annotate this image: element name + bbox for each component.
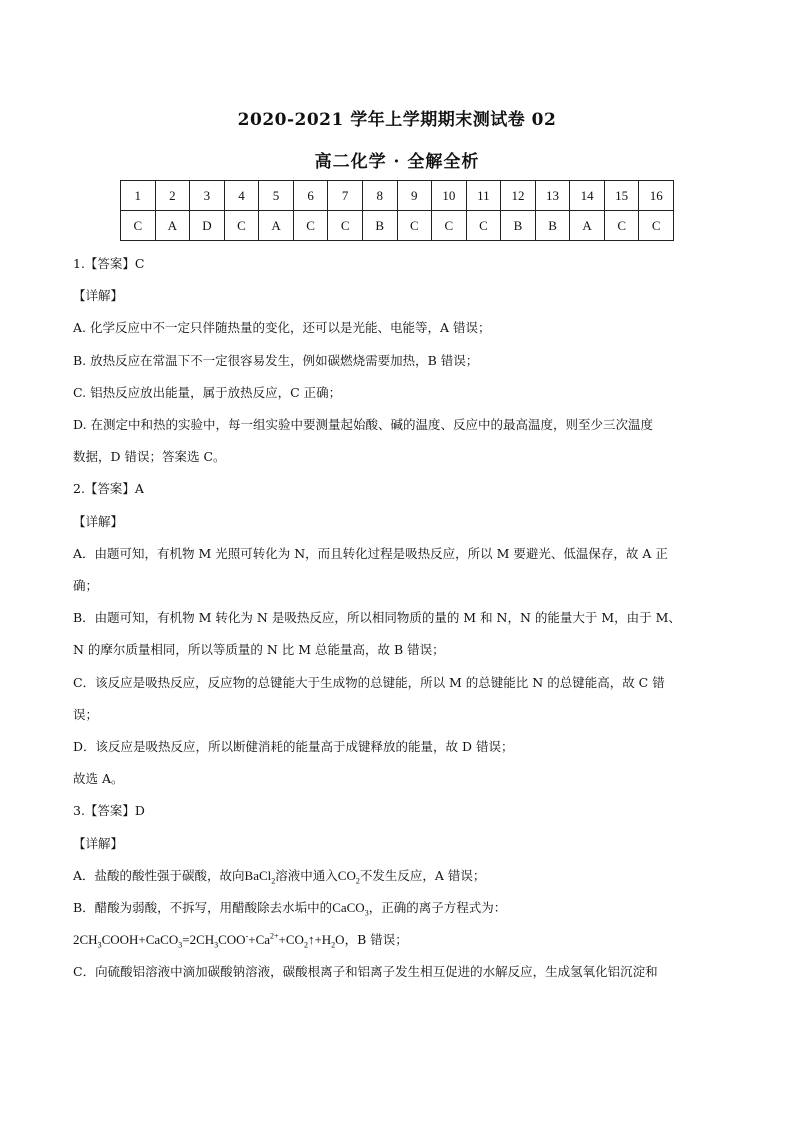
q2-option-c-line2: 误； bbox=[73, 706, 99, 722]
question-number-cell: 8 bbox=[362, 181, 397, 211]
q3-detail-heading: 【详解】 bbox=[73, 835, 124, 851]
answer-cell: D bbox=[190, 211, 225, 241]
question-number-cell: 12 bbox=[501, 181, 536, 211]
q2-option-b-line2: N 的摩尔质量相同，所以等质量的 N 比 M 总能量高，故 B 错误； bbox=[73, 642, 445, 658]
question-number-cell: 13 bbox=[535, 181, 570, 211]
q3-ionic-equation: $2CH_3COOH+CaCO_3=2CH_3COO^-+Ca^{2+}+CO_2↑+H_2O$，B 错误； bbox=[73, 931, 408, 950]
question-number-cell: 11 bbox=[466, 181, 501, 211]
question-number-cell: 15 bbox=[604, 181, 639, 211]
question-number-cell: 1 bbox=[121, 181, 156, 211]
q1-option-a: A. 化学反应中不一定只伴随热量的变化，还可以是光能、电能等，A 错误； bbox=[73, 320, 491, 336]
answer-cell: C bbox=[121, 211, 156, 241]
answer-cell: C bbox=[328, 211, 363, 241]
question-number-cell: 2 bbox=[155, 181, 190, 211]
q2-option-d: D．该反应是吸热反应，所以断健消耗的能量高于成键释放的能量，故 D 错误； bbox=[73, 739, 514, 755]
question-number-cell: 4 bbox=[224, 181, 259, 211]
question-number-cell: 16 bbox=[639, 181, 674, 211]
answer-cell: C bbox=[224, 211, 259, 241]
q3-answer: 3.【答案】D bbox=[73, 803, 145, 819]
page-subtitle: 高二化学 · 全解全析 bbox=[314, 152, 480, 172]
question-number-cell: 6 bbox=[293, 181, 328, 211]
answer-cell: B bbox=[501, 211, 536, 241]
q2-conclusion: 故选 A。 bbox=[73, 771, 124, 787]
answer-cell: A bbox=[259, 211, 294, 241]
q1-option-d-line1: D. 在测定中和热的实验中，每一组实验中要测量起始酸、碱的温度、反应中的最高温度，则至少三次温度 bbox=[73, 417, 654, 433]
answer-cell: A bbox=[570, 211, 605, 241]
q1-option-c: C. 铝热反应放出能量，属于放热反应，C 正确； bbox=[73, 384, 342, 400]
q1-option-d-line2: 数据，D 错误；答案选 C。 bbox=[73, 449, 226, 465]
q2-option-b-line1: B．由题可知，有机物 M 转化为 N 是吸热反应，所以相同物质的量的 M 和 N，N 的能量大于 M，由于 M、 bbox=[73, 610, 681, 626]
question-number-cell: 5 bbox=[259, 181, 294, 211]
q1-detail-heading: 【详解】 bbox=[73, 288, 124, 304]
ionic-equation-formula: $2CH_3COOH+CaCO_3=2CH_3COO^-+Ca^{2+}+CO_2↑+H_2O$ bbox=[73, 931, 345, 950]
q2-option-a-line1: A．由题可知，有机物 M 光照可转化为 N，而且转化过程是吸热反应，所以 M 要避光、低温保存，故 A 正 bbox=[73, 545, 668, 561]
answer-table-number-row bbox=[121, 181, 674, 211]
question-number-cell: 9 bbox=[397, 181, 432, 211]
q2-option-c-line1: C．该反应是吸热反应，反应物的总键能大于生成物的总键能，所以 M 的总键能比 N 的总键能高，故 C 错 bbox=[73, 674, 665, 690]
answer-table bbox=[120, 180, 674, 241]
q2-option-a-line2: 确； bbox=[73, 578, 99, 594]
solutions-body bbox=[73, 248, 733, 989]
question-number-cell: 10 bbox=[432, 181, 467, 211]
q3-option-a: A．盐酸的酸性强于碳酸，故向BaCl$_2$溶液中通入$CO_2$不发生反应，A 错误； bbox=[73, 867, 486, 886]
answer-cell: C bbox=[432, 211, 467, 241]
answer-cell: C bbox=[293, 211, 328, 241]
bacl2-formula: BaCl$_2$ bbox=[244, 867, 276, 886]
answer-cell: C bbox=[466, 211, 501, 241]
answer-cell: A bbox=[155, 211, 190, 241]
q2-detail-heading: 【详解】 bbox=[73, 513, 124, 529]
q1-answer: 1.【答案】C bbox=[73, 256, 145, 271]
answer-cell: C bbox=[397, 211, 432, 241]
caco3-formula: CaCO$_3$ bbox=[332, 900, 369, 918]
q2-answer: 2.【答案】A bbox=[73, 481, 144, 497]
q3-option-b: B．醋酸为弱酸，不拆写，用醋酸除去水垢中的CaCO$_3$，正确的离子方程式为： bbox=[73, 900, 507, 918]
question-number-cell: 14 bbox=[570, 181, 605, 211]
question-number-cell: 3 bbox=[190, 181, 225, 211]
question-number-cell: 7 bbox=[328, 181, 363, 211]
q1-option-b: B. 放热反应在常温下不一定很容易发生，例如碳燃烧需要加热，B 错误； bbox=[73, 352, 479, 368]
page-title: 2020-2021 学年上学期期末测试卷 02 bbox=[237, 110, 557, 130]
answer-table-answer-row bbox=[121, 211, 674, 241]
answer-cell: C bbox=[639, 211, 674, 241]
answer-cell: B bbox=[362, 211, 397, 241]
answer-cell: C bbox=[604, 211, 639, 241]
q3-option-c: C．向硫酸铝溶液中滴加碳酸钠溶液，碳酸根离子和铝离子发生相互促进的水解反应，生成氢氧化铝沉淀和 bbox=[73, 964, 658, 980]
co2-formula: $CO_2$ bbox=[337, 867, 360, 886]
answer-cell: B bbox=[535, 211, 570, 241]
